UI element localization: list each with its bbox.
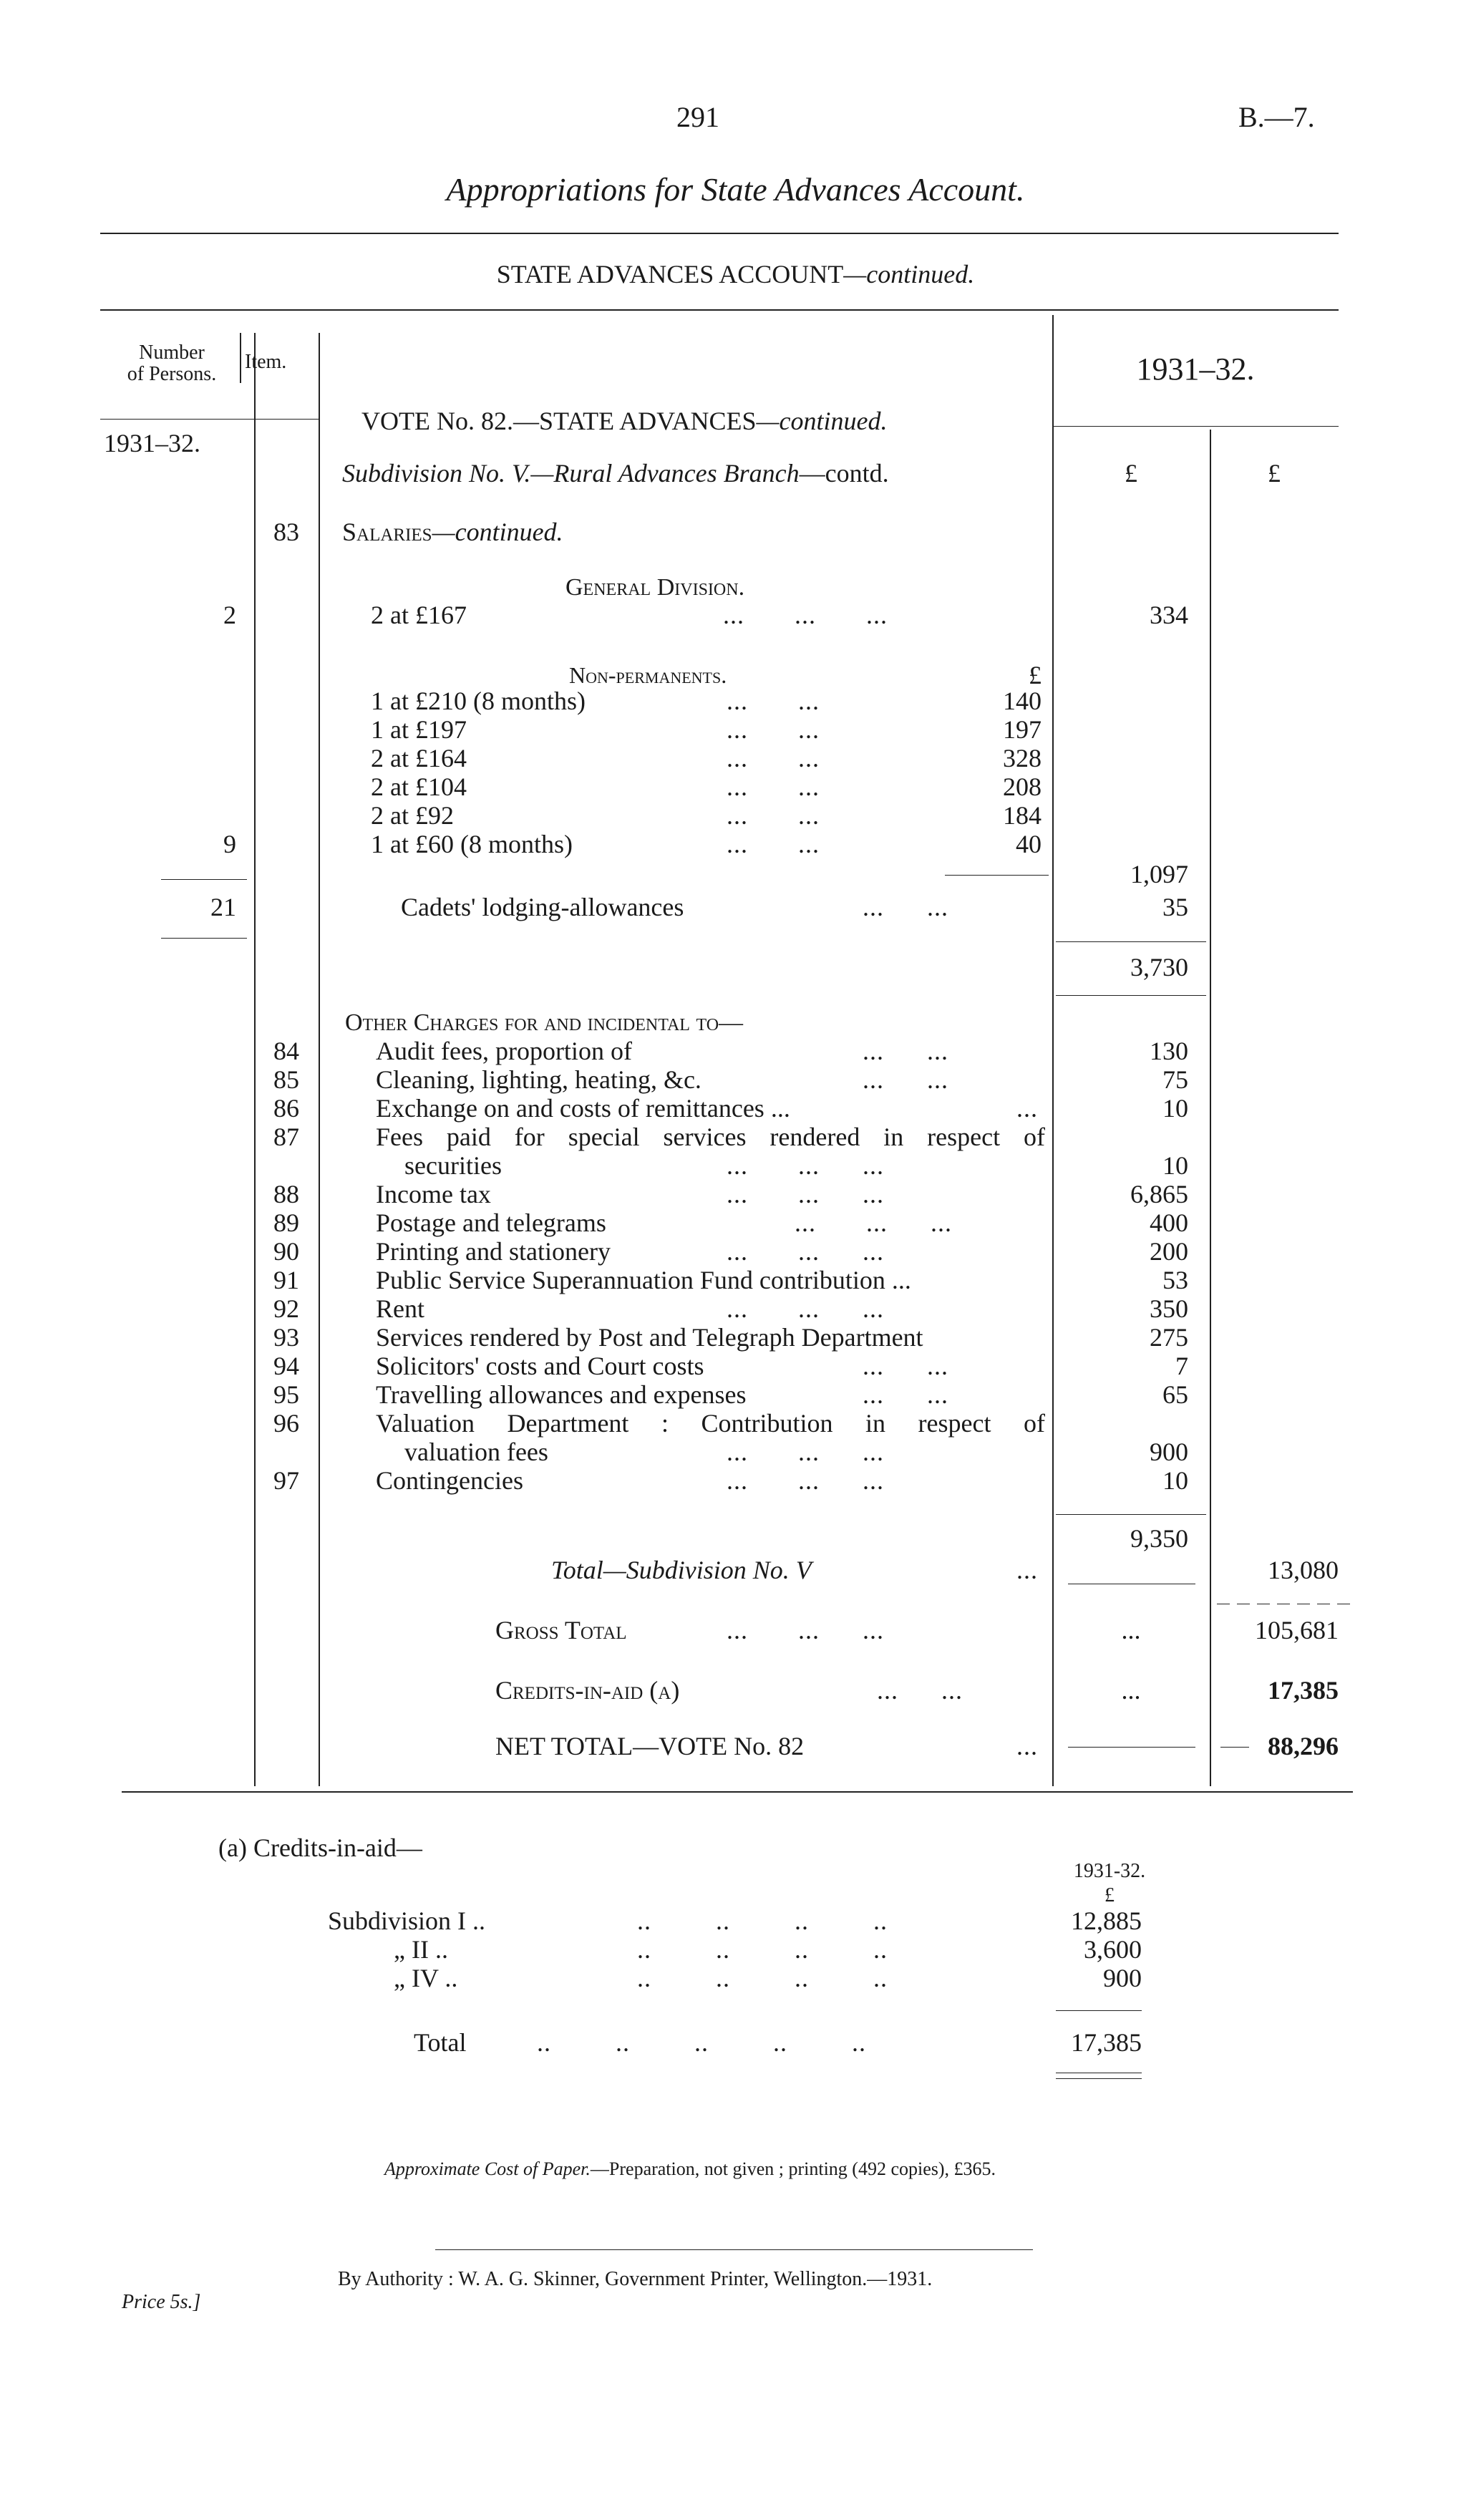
page-number: 291 [676,101,719,133]
charge-label: Valuation Department : Contribution in respect of [376,1409,1045,1438]
charge-label: Services rendered by Post and Telegraph Department [376,1323,923,1352]
other-charges-total-rule [1056,1514,1206,1515]
charge-value: 200 [1150,1237,1188,1266]
charge-value: 900 [1150,1438,1188,1466]
general-division-heading: General Division. [565,574,745,601]
charge-label: Exchange on and costs of remittances ... [376,1094,790,1123]
general-division-persons: 2 [223,601,236,629]
non-permanent-row-value: 140 [1003,687,1042,715]
charge-value: 10 [1162,1151,1188,1180]
non-permanent-row-dots: ... ... [727,772,820,801]
charge-dots: ... [1016,1094,1038,1123]
charge-value: 65 [1162,1380,1188,1409]
charge-dots: ... ... ... [727,1237,884,1266]
charge-dots: ... ... ... [795,1208,952,1237]
gross-total-col1: ... [1121,1616,1141,1644]
non-permanent-row-value: 184 [1003,801,1042,830]
footnote-row-label: „ IV .. [394,1964,458,1992]
salaries-heading [342,517,563,547]
footnote-row-value: 12,885 [1071,1906,1142,1935]
net-total-label: NET TOTAL—VOTE No. 82 [495,1732,805,1760]
table-top-rule [100,309,1339,311]
col-persons-l2: of Persons. [127,363,217,385]
footnote-heading: (a) Credits-in-aid— [218,1833,422,1862]
footnote-sum-rule [1056,2010,1142,2011]
subdivision-title [342,458,889,488]
non-permanent-row-dots: ... ... [727,801,820,830]
non-permanents-heading: Non-permanents. [569,662,727,688]
cost-of-paper-label: Approximate Cost of Paper. [384,2158,591,2179]
persons-total-rule [161,938,247,939]
net-total-value: 88,296 [1268,1732,1339,1760]
footnote-row-label: „ II .. [394,1935,448,1964]
subdivision-name: Subdivision No. V.—Rural Advances Branch [342,459,800,488]
other-charges-heading: Other Charges for and incidental to— [345,1009,744,1036]
general-division-line: 2 at £167 [371,601,467,629]
vote-title-main: VOTE No. 82.—STATE ADVANCES [361,407,757,435]
charge-label: Printing and stationery [376,1237,611,1266]
charge-value: 10 [1162,1094,1188,1123]
charge-item-number: 88 [273,1180,299,1208]
charge-item-number: 90 [273,1237,299,1266]
section-title-main: STATE ADVANCES ACCOUNT [496,260,844,289]
charge-item-number: 89 [273,1208,299,1237]
non-permanent-row-value: 328 [1003,744,1042,772]
salaries-total: 3,730 [1130,953,1188,982]
charge-label: Travelling allowances and expenses [376,1380,747,1409]
charge-label-continued: securities [404,1151,502,1180]
charge-label: Public Service Superannuation Fund contribution ... [376,1266,911,1294]
credits-in-aid-col1: ... [1121,1676,1141,1705]
salaries-cont: —continued. [432,518,563,546]
document-reference: B.—7. [1238,101,1315,133]
charge-dots: ... ... ... [727,1294,884,1323]
charge-value: 400 [1150,1208,1188,1237]
charge-dots: ... ... ... [727,1466,884,1495]
charge-label: Fees paid for special services rendered in respect of [376,1123,1045,1151]
non-permanent-row-label: 1 at £60 (8 months) [371,830,573,858]
charge-item-number: 91 [273,1266,299,1294]
charge-value: 275 [1150,1323,1188,1352]
charge-item-number: 92 [273,1294,299,1323]
non-permanent-row-value: 40 [1016,830,1042,858]
charge-dots: ... ... ... [727,1438,884,1466]
footnote-pound: £ [1105,1884,1115,1906]
charge-item-number: 84 [273,1037,299,1065]
charge-value: 6,865 [1130,1180,1188,1208]
page-title: Appropriations for State Advances Account. [446,171,1025,208]
table-bottom-rule [122,1791,1353,1793]
charge-label: Audit fees, proportion of [376,1037,632,1065]
footnote-row-dots: .. .. .. .. [637,1906,888,1935]
charge-item-number: 96 [273,1409,299,1438]
salaries-total-rule-bottom [1056,995,1206,996]
item-head-rule [254,419,319,420]
footnote-row-value: 900 [1103,1964,1142,1992]
gross-total-value: 105,681 [1255,1616,1339,1644]
non-permanents-pound: £ [1029,661,1042,689]
non-permanent-row-value: 197 [1003,715,1042,744]
footnote-row-label: Subdivision I .. [328,1906,486,1935]
non-permanent-row-dots: ... ... [727,687,820,715]
credits-in-aid-label: Credits-in-aid (a) [495,1676,680,1705]
pound-col-1: £ [1125,459,1137,488]
footnote-total-dots: .. .. .. .. .. [537,2028,866,2057]
footnote-total-value: 17,385 [1071,2028,1142,2057]
non-permanents-persons: 9 [223,830,236,858]
credits-in-aid-dots: ... ... [877,1676,963,1705]
section-title-cont: —continued. [843,260,975,289]
section-title [0,259,1471,289]
total-persons: 21 [210,893,236,921]
pound-col-2: £ [1268,459,1281,488]
charge-item-number: 97 [273,1466,299,1495]
title-rule [100,233,1339,234]
charge-item-number: 93 [273,1323,299,1352]
charge-item-number: 87 [273,1123,299,1151]
charge-dots: ... ... [863,1065,948,1094]
persons-head-rule [100,419,258,420]
non-permanent-row-value: 208 [1003,772,1042,801]
charge-item-number: 86 [273,1094,299,1123]
non-permanent-row-label: 1 at £210 (8 months) [371,687,586,715]
general-division-dots: ... ... ... [723,601,888,629]
charge-value: 350 [1150,1294,1188,1323]
price: Price 5s.] [122,2291,201,2313]
general-division-amount: 334 [1150,601,1188,629]
non-permanent-row-dots: ... ... [727,715,820,744]
charge-value: 7 [1175,1352,1188,1380]
authority-rule [435,2249,1033,2250]
credits-in-aid-value: 17,385 [1268,1676,1339,1705]
net-total-dots: ... [1016,1732,1038,1760]
charge-item-number: 85 [273,1065,299,1094]
footnote-row-dots: .. .. .. .. [637,1964,888,1992]
footnote-double-rule-2 [1056,2078,1142,2079]
non-permanent-row-dots: ... ... [727,744,820,772]
charge-label: Rent [376,1294,424,1323]
cost-of-paper-note [384,2158,996,2180]
footnote-total-label: Total [414,2028,467,2057]
non-permanent-row-label: 1 at £197 [371,715,467,744]
gross-total-dots: ... ... ... [727,1616,884,1644]
vote-title-cont: —continued. [756,407,888,435]
lodging-label: Cadets' lodging-allowances [401,893,684,921]
cost-of-paper-detail: —Preparation, not given ; printing (492 copies), £365. [590,2158,996,2179]
footnote-year: 1931-32. [1073,1860,1146,1882]
charge-label: Cleaning, lighting, heating, &c. [376,1065,701,1094]
charge-label: Income tax [376,1180,491,1208]
salaries-item: 83 [273,518,299,546]
charge-value: 130 [1150,1037,1188,1065]
non-permanent-row-dots: ... ... [727,830,820,858]
salaries-label: Salaries [342,518,432,546]
col-item-header: Item. [245,351,287,373]
vote-title [361,406,887,436]
charge-dots: ... ... [863,1352,948,1380]
salaries-total-rule-top [1056,941,1206,942]
net-total-rule-1 [1068,1747,1195,1748]
lodging-dots: ... ... [863,893,948,921]
charge-value: 75 [1162,1065,1188,1094]
footnote-row-value: 3,600 [1084,1935,1142,1964]
col-persons-header [100,342,243,385]
charge-value: 53 [1162,1266,1188,1294]
non-permanents-subtotal: 1,097 [1130,860,1188,888]
charge-item-number: 94 [273,1352,299,1380]
non-permanent-row-label: 2 at £164 [371,744,467,772]
charge-dots: ... ... [863,1380,948,1409]
charge-dots: ... ... [863,1037,948,1065]
subdivision-total-dots: ... [1016,1556,1038,1584]
subdivision-total-label: Total—Subdivision No. V [551,1556,812,1584]
charge-label-continued: valuation fees [404,1438,548,1466]
charge-label: Contingencies [376,1466,523,1495]
charge-dots: ... ... ... [727,1151,884,1180]
printer-authority: By Authority : W. A. G. Skinner, Government Printer, Wellington.—1931. [338,2268,933,2290]
subdivision-total-value: 13,080 [1268,1556,1339,1584]
charge-value: 10 [1162,1466,1188,1495]
col-persons-l1: Number [139,341,205,364]
non-permanent-row-label: 2 at £104 [371,772,467,801]
charge-item-number: 95 [273,1380,299,1409]
other-charges-total: 9,350 [1130,1524,1188,1553]
col-year-header: 1931–32. [1136,352,1255,387]
footnote-row-dots: .. .. .. .. [637,1935,888,1964]
persons-sum-rule [161,879,247,880]
non-permanent-row-label: 2 at £92 [371,801,454,830]
lodging-value: 35 [1162,893,1188,921]
charge-dots: ... ... ... [727,1180,884,1208]
gross-total-label: Gross Total [495,1616,627,1644]
year-head-rule [1052,426,1339,427]
charge-label: Solicitors' costs and Court costs [376,1352,704,1380]
subdivision-cont: —contd. [799,459,889,488]
charge-label: Postage and telegrams [376,1208,606,1237]
item-col-right-line [319,333,320,1786]
persons-year: 1931–32. [104,429,200,457]
non-permanents-sum-rule [945,875,1049,876]
